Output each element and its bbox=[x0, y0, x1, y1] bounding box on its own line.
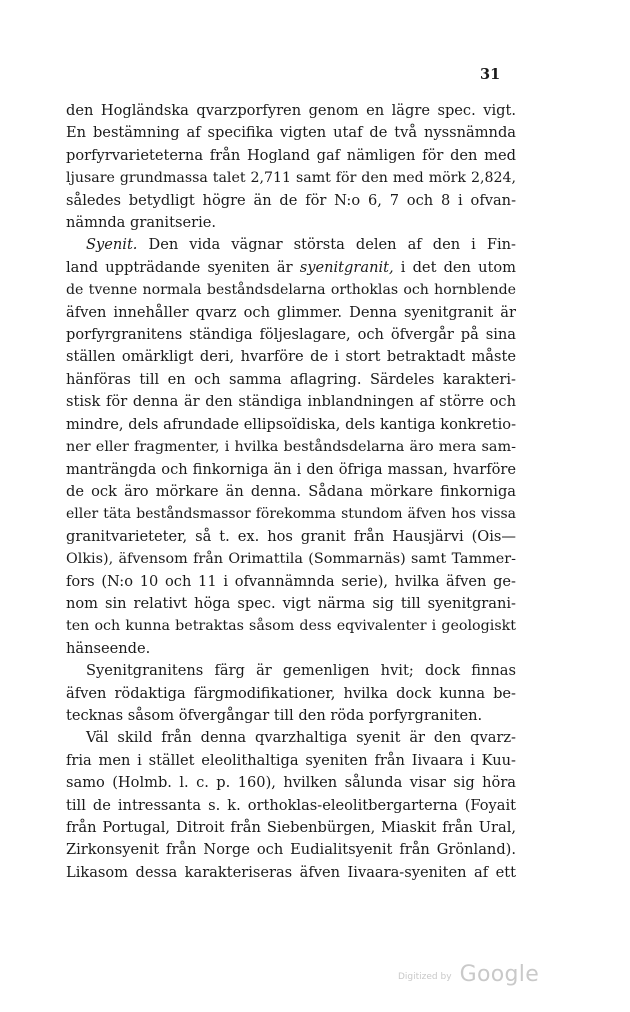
line-text: ner eller fragmenter, i hvilka beståndsdelarna äro mera sam- bbox=[66, 439, 516, 456]
line-text: samo (Holmb. l. c. p. 160), hvilken sålunda visar sig höra bbox=[66, 774, 516, 792]
line-text: Likasom dessa karakteriseras äfven Iivaara-syeniten af ett bbox=[66, 863, 516, 881]
text-line bbox=[66, 862, 516, 884]
text-line bbox=[66, 167, 516, 189]
line-text: porfyrvarieteterna från Hogland gaf nämligen för den med bbox=[66, 146, 516, 164]
line-text-tail: i det den utom bbox=[393, 258, 516, 276]
line-text: eller täta beståndsmassor förekomma stundom äfven hos vissa bbox=[66, 506, 516, 523]
line-text: den Hogländska qvarzporfyren genom en lägre spec. vigt. bbox=[66, 102, 516, 119]
text-line bbox=[66, 750, 516, 772]
text-line bbox=[66, 459, 516, 481]
watermark-prefix: Digitized by bbox=[398, 972, 452, 982]
text-line bbox=[66, 190, 516, 212]
line-text: land uppträdande syeniten är bbox=[66, 258, 300, 276]
google-logo: Google bbox=[459, 962, 540, 987]
line-text: ten och kunna betraktas såsom dess eqvivalenter i geologiskt bbox=[66, 618, 516, 635]
text-line bbox=[66, 503, 516, 525]
text-line bbox=[66, 346, 516, 368]
line-text: således betydligt högre än de för N:o 6, 7 och 8 i ofvan- bbox=[66, 191, 516, 209]
line-text: de ock äro mörkare än denna. Sådana mörkare finkorniga bbox=[66, 482, 516, 500]
text-line bbox=[66, 839, 516, 861]
text-line bbox=[66, 481, 516, 503]
emphasized-term: syenitgranit, bbox=[299, 258, 394, 276]
line-text: till de intressanta s. k. orthoklas-eleolitbergarterna (Foyait bbox=[66, 796, 516, 814]
line-text: Olkis), äfvensom från Orimattila (Sommarnäs) samt Tammer- bbox=[66, 551, 516, 568]
text-line bbox=[66, 638, 516, 660]
line-text: granitvarieteter, så t. ex. hos granit från Hausjärvi (Ois— bbox=[66, 527, 516, 545]
line-text: hänföras till en och samma aflagring. Särdeles karakteri- bbox=[66, 370, 516, 388]
line-text: Syenitgranitens färg är gemenligen hvit; dock finnas bbox=[86, 662, 516, 680]
line-text: manträngda och finkorniga än i den öfriga massan, hvarföre bbox=[66, 460, 516, 478]
text-line bbox=[66, 234, 516, 256]
text-line bbox=[66, 145, 516, 167]
text-line bbox=[66, 683, 516, 705]
line-text: stisk för denna är den ständiga inblandningen af större och bbox=[66, 393, 516, 411]
line-text: äfven innehåller qvarz och glimmer. Denna syenitgranit är bbox=[66, 303, 516, 321]
line-text: mindre, dels afrundade ellipsoïdiska, dels kantiga konkretio- bbox=[66, 415, 516, 433]
text-line bbox=[66, 615, 516, 637]
text-line bbox=[66, 593, 516, 615]
line-text: porfyrgranitens ständiga följeslagare, och öfvergår på sina bbox=[66, 326, 516, 344]
line-text: ljusare grundmassa talet 2,711 samt för den med mörk 2,824, bbox=[66, 170, 516, 187]
line-text: de tvenne normala beståndsdelarna orthoklas och hornblende bbox=[66, 282, 516, 299]
text-line bbox=[66, 122, 516, 144]
line-text: fors (N:o 10 och 11 i ofvannämnda serie), hvilka äfven ge- bbox=[66, 572, 516, 590]
text-line bbox=[66, 795, 516, 817]
text-line bbox=[66, 324, 516, 346]
text-line bbox=[66, 257, 516, 279]
line-text: ställen omärkligt deri, hvarföre de i stort betraktadt måste bbox=[66, 348, 516, 366]
line-text: nom sin relativt höga spec. vigt närma sig till syenitgrani- bbox=[66, 594, 516, 612]
line-text: En bestämning af specifika vigten utaf de två nyssnämnda bbox=[66, 124, 516, 142]
text-line bbox=[66, 302, 516, 324]
text-line bbox=[66, 391, 516, 413]
body-text bbox=[66, 100, 516, 884]
text-line bbox=[66, 436, 516, 458]
text-line bbox=[66, 705, 516, 727]
text-line bbox=[66, 548, 516, 570]
text-line bbox=[66, 279, 516, 301]
digitized-watermark bbox=[398, 962, 539, 987]
section-heading: Syenit. bbox=[86, 236, 138, 254]
text-line bbox=[66, 100, 516, 122]
page-number: 31 bbox=[480, 66, 501, 83]
text-line bbox=[66, 772, 516, 794]
line-text: från Portugal, Ditroit från Siebenbürgen, Miaskit från Ural, bbox=[66, 819, 516, 836]
text-line bbox=[66, 727, 516, 749]
text-line bbox=[66, 660, 516, 682]
text-line bbox=[66, 369, 516, 391]
text-line bbox=[66, 212, 516, 234]
line-text: hänseende. bbox=[66, 639, 151, 657]
line-text: Väl skild från denna qvarzhaltiga syenit är den qvarz- bbox=[86, 729, 516, 747]
text-line bbox=[66, 526, 516, 548]
text-line bbox=[66, 817, 516, 839]
line-text: Zirkonsyenit från Norge och Eudialitsyenit från Grönland). bbox=[66, 841, 516, 859]
line-text: tecknas såsom öfvergångar till den röda porfyrgraniten. bbox=[66, 706, 483, 724]
line-text: fria men i stället eleolithaltiga syeniten från Iivaara i Kuu- bbox=[66, 751, 516, 769]
line-text: nämnda granitserie. bbox=[66, 214, 217, 232]
text-line bbox=[66, 414, 516, 436]
text-line bbox=[66, 571, 516, 593]
line-text: Den vida vägnar största delen af den i Fin- bbox=[137, 236, 516, 254]
line-text: äfven rödaktiga färgmodifikationer, hvilka dock kunna be- bbox=[66, 684, 516, 702]
